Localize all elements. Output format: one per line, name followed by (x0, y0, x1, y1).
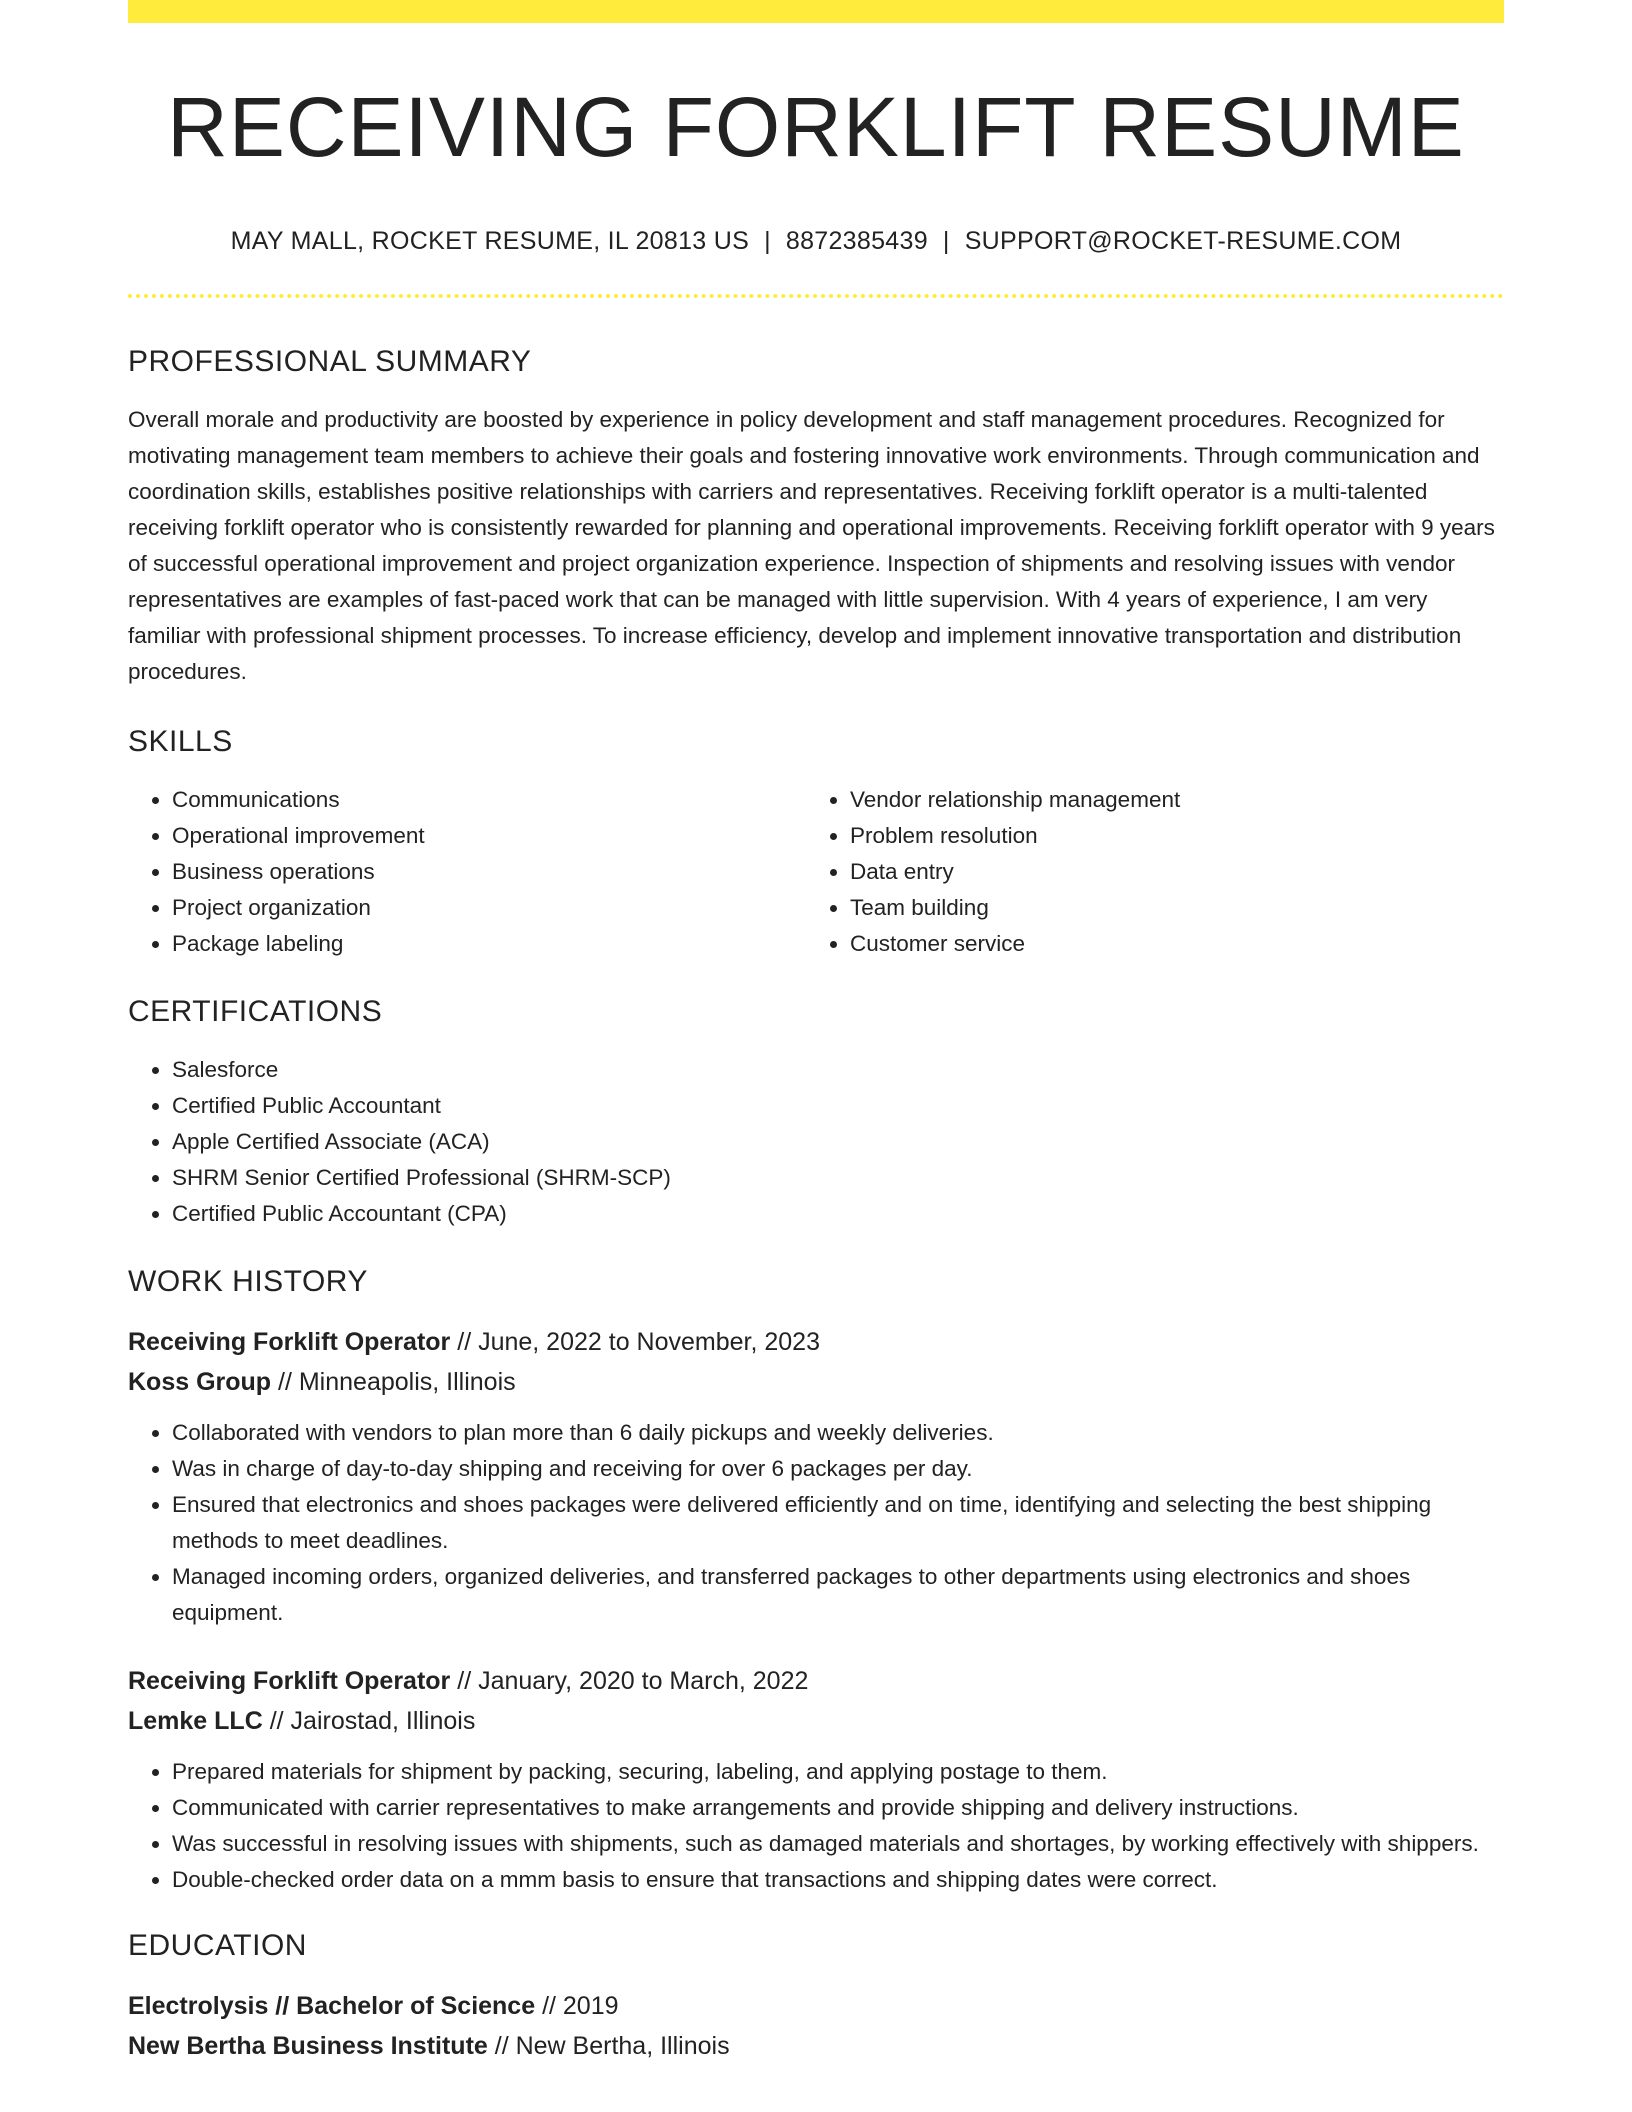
contact-phone: 8872385439 (785, 227, 928, 255)
job-bullet: • Prepared materials for shipment by packing, securing, labeling, and applying postage to them. (172, 1754, 1504, 1790)
job-bullet: • Was in charge of day-to-day shipping and receiving for over 6 packages per day. (172, 1451, 1504, 1487)
job-bullets (128, 1415, 1504, 1631)
certification-item: • Certified Public Accountant (CPA) (172, 1196, 1504, 1232)
job-dates: // June, 2022 to November, 2023 (450, 1328, 820, 1356)
job-company-line (128, 1362, 1504, 1402)
skills-grid (128, 782, 1504, 962)
top-accent-bar (128, 0, 1504, 23)
job-company: Koss Group (128, 1368, 272, 1396)
job-bullet: • Double-checked order data on a mmm basis to ensure that transactions and shipping dates were correct. (172, 1862, 1504, 1898)
job-bullet: • Collaborated with vendors to plan more than 6 daily pickups and weekly deliveries. (172, 1415, 1504, 1451)
job-bullet: • Managed incoming orders, organized deliveries, and transferred packages to other departments using electronics and shoes equipment. (172, 1559, 1504, 1631)
skill-item: • Communications (172, 782, 806, 818)
education-location: // New Bertha, Illinois (487, 2032, 730, 2060)
education-heading: EDUCATION (128, 1929, 307, 1962)
job-bullet: • Communicated with carrier representatives to make arrangements and provide shipping and delivery instructions. (172, 1790, 1504, 1826)
skill-item: • Business operations (172, 854, 806, 890)
skill-item: • Customer service (850, 926, 1484, 962)
contact-separator: | (942, 227, 950, 255)
skill-item: • Vendor relationship management (850, 782, 1484, 818)
skills-list-left (128, 782, 806, 962)
certifications-list (128, 1052, 1504, 1232)
resume-title: RECEIVING FORKLIFT RESUME (167, 80, 1465, 174)
resume-page (128, 0, 1504, 2066)
job-title-line (128, 1661, 1504, 1701)
skill-item: • Team building (850, 890, 1484, 926)
skill-item: • Problem resolution (850, 818, 1484, 854)
job-company: Lemke LLC (128, 1707, 263, 1735)
contact-line (128, 227, 1504, 256)
contact-email: SUPPORT@ROCKET-RESUME.COM (964, 227, 1402, 255)
certification-item: • Salesforce (172, 1052, 1504, 1088)
skill-item: • Data entry (850, 854, 1484, 890)
skills-list-right (806, 782, 1484, 962)
job-role: Receiving Forklift Operator (128, 1328, 451, 1356)
contact-address: MAY MALL, ROCKET RESUME, IL 20813 US (230, 227, 750, 255)
dotted-divider (128, 294, 1504, 298)
job-bullet: • Was successful in resolving issues with shipments, such as damaged materials and shortages, by working effectively with shippers. (172, 1826, 1504, 1862)
job-location: // Minneapolis, Illinois (271, 1368, 516, 1396)
certifications-heading: CERTIFICATIONS (128, 995, 383, 1028)
certification-item: • Apple Certified Associate (ACA) (172, 1124, 1504, 1160)
education-degree-line (128, 1986, 1504, 2026)
job-bullets (128, 1754, 1504, 1898)
education-school: New Bertha Business Institute (128, 2032, 488, 2060)
certification-item: • Certified Public Accountant (172, 1088, 1504, 1124)
job-location: // Jairostad, Illinois (262, 1707, 476, 1735)
summary-heading: PROFESSIONAL SUMMARY (128, 345, 532, 378)
skill-item: • Package labeling (172, 926, 806, 962)
education-degree: Electrolysis // Bachelor of Science (128, 1992, 536, 2020)
job-bullet: • Ensured that electronics and shoes packages were delivered efficiently and on time, identifying and selecting the best shipping methods to meet deadlines. (172, 1487, 1504, 1559)
skill-item: • Operational improvement (172, 818, 806, 854)
work-history-heading: WORK HISTORY (128, 1265, 368, 1298)
education-year: // 2019 (535, 1992, 619, 2020)
job-title-line (128, 1322, 1504, 1362)
contact-separator: | (764, 227, 771, 255)
education-school-line (128, 2026, 1504, 2066)
summary-text: Overall morale and productivity are boosted by experience in policy development and staff management procedures. Recognized for motivating management team members to achieve their goals and fostering innovative work environments. Through communication and coordination skills, establishes positive relationships with carriers and representatives. Receiving forklift operator is a multi-talented receiving forklift operator who is consistently rewarded for planning and operational improvements. Receiving forklift operator with 9 years of successful operational improvement and project organization experience. Inspection of shipments and resolving issues with vendor representatives are examples of fast-paced work that can be managed with little supervision. With 4 years of experience, I am very familiar with professional shipment processes. To increase efficiency, develop and implement innovative transportation and distribution procedures. (128, 407, 1495, 684)
certification-item: • SHRM Senior Certified Professional (SHRM-SCP) (172, 1160, 1504, 1196)
skill-item: • Project organization (172, 890, 806, 926)
job-company-line (128, 1701, 1504, 1741)
job-role: Receiving Forklift Operator (128, 1667, 451, 1695)
skills-heading: SKILLS (128, 725, 233, 758)
job-dates: // January, 2020 to March, 2022 (450, 1667, 809, 1695)
